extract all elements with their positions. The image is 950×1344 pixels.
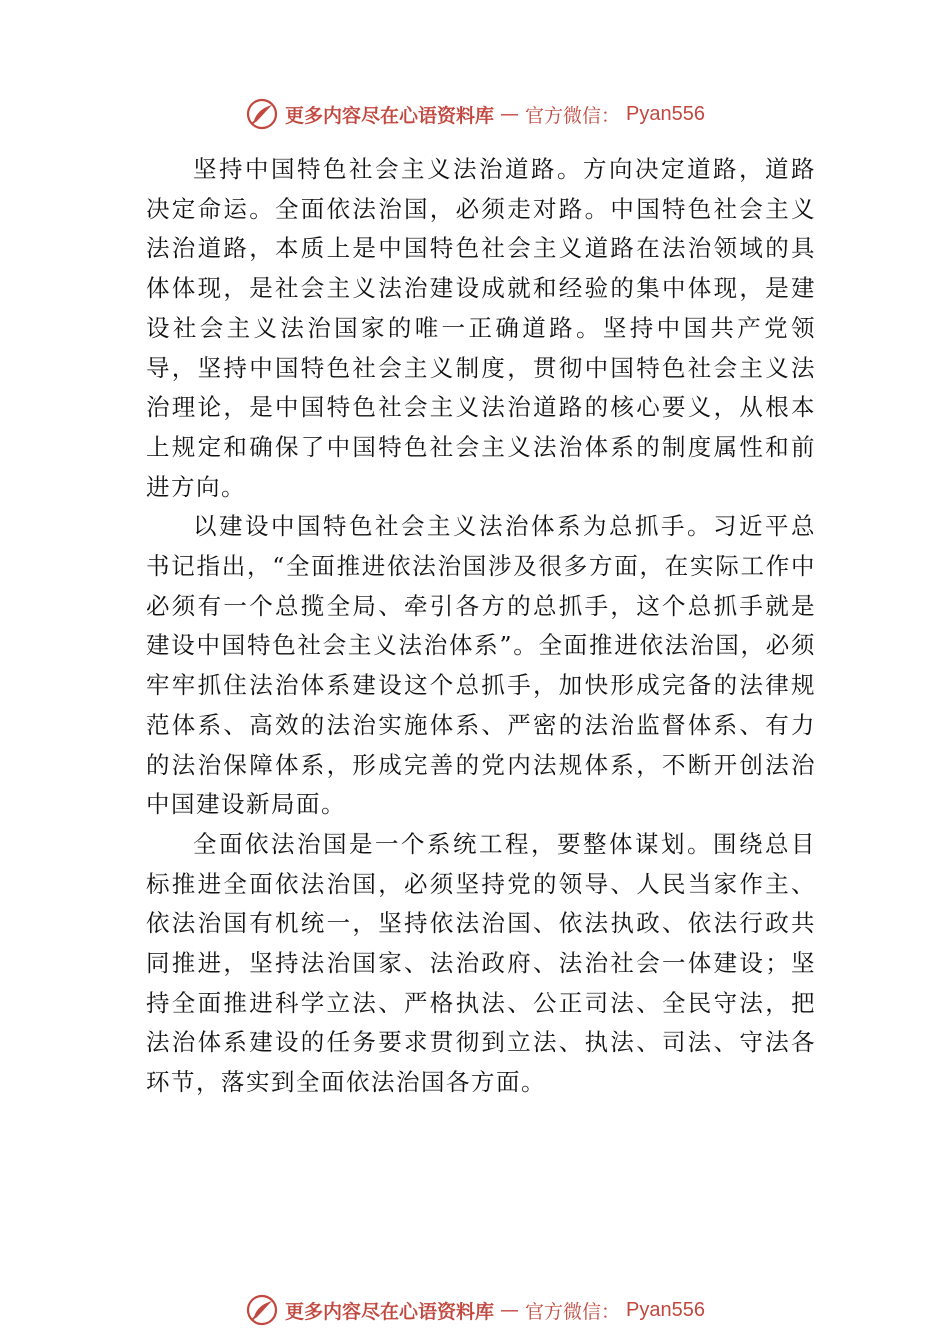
document-body <box>146 150 816 1103</box>
watermark-label: 官方微信： <box>525 104 621 127</box>
watermark-dash: — <box>500 1299 520 1321</box>
brand-logo-icon <box>245 1293 279 1327</box>
footer-watermark <box>0 1290 950 1330</box>
header-watermark <box>0 94 950 134</box>
paragraph: 以建设中国特色社会主义法治体系为总抓手。习近平总书记指出，“全面推进依法治国涉及很多方面，在实际工作中必须有一个总揽全局、牵引各方的总抓手，这个总抓手就是建设中国特色社会主义法治体系”。全面推进依法治国，必须牢牢抓住法治体系建设这个总抓手，加快形成完备的法律规范体系、高效的法治实施体系、严密的法治监督体系、有力的法治保障体系，形成完善的党内法规体系，不断开创法治中国建设新局面。 <box>146 512 816 819</box>
watermark-label: 官方微信： <box>525 1300 621 1323</box>
watermark-dash: — <box>500 103 520 125</box>
watermark-brand: 更多内容尽在心语资料库 <box>285 1300 495 1323</box>
watermark-brand: 更多内容尽在心语资料库 <box>285 104 495 127</box>
watermark-wechat-id: Pyan556 <box>626 1298 705 1321</box>
paragraph: 全面依法治国是一个系统工程，要整体谋划。围绕总目标推进全面依法治国，必须坚持党的领导、人民当家作主、 依法治国有机统一，坚持依法治国、依法执政、依法行政共同推进，坚持法治国家、法治政府、法治社会一体建设；坚持全面推进科学立法、严格执法、公正司法、全民守法，把法治体系建设的任务要求贯彻到立法、执法、司法、守法各环节，落实到全面依法治国各方面。 <box>146 829 816 1097</box>
paragraph: 坚持中国特色社会主义法治道路。方向决定道路，道路决定命运。全面依法治国，必须走对路。中国特色社会主义法治道路，本质上是中国特色社会主义道路在法治领域的具体体现，是社会主义法治建设成就和经验的集中体现，是建设社会主义法治国家的唯一正确道路。坚持中国共产党领导，坚持中国特色社会主义制度，贯彻中国特色社会主义法治理论，是中国特色社会主义法治道路的核心要义，从根本上规定和确保了中国特色社会主义法治体系的制度属性和前进方向。 <box>146 155 816 501</box>
watermark-wechat-id: Pyan556 <box>626 102 705 125</box>
brand-logo-icon <box>245 97 279 131</box>
